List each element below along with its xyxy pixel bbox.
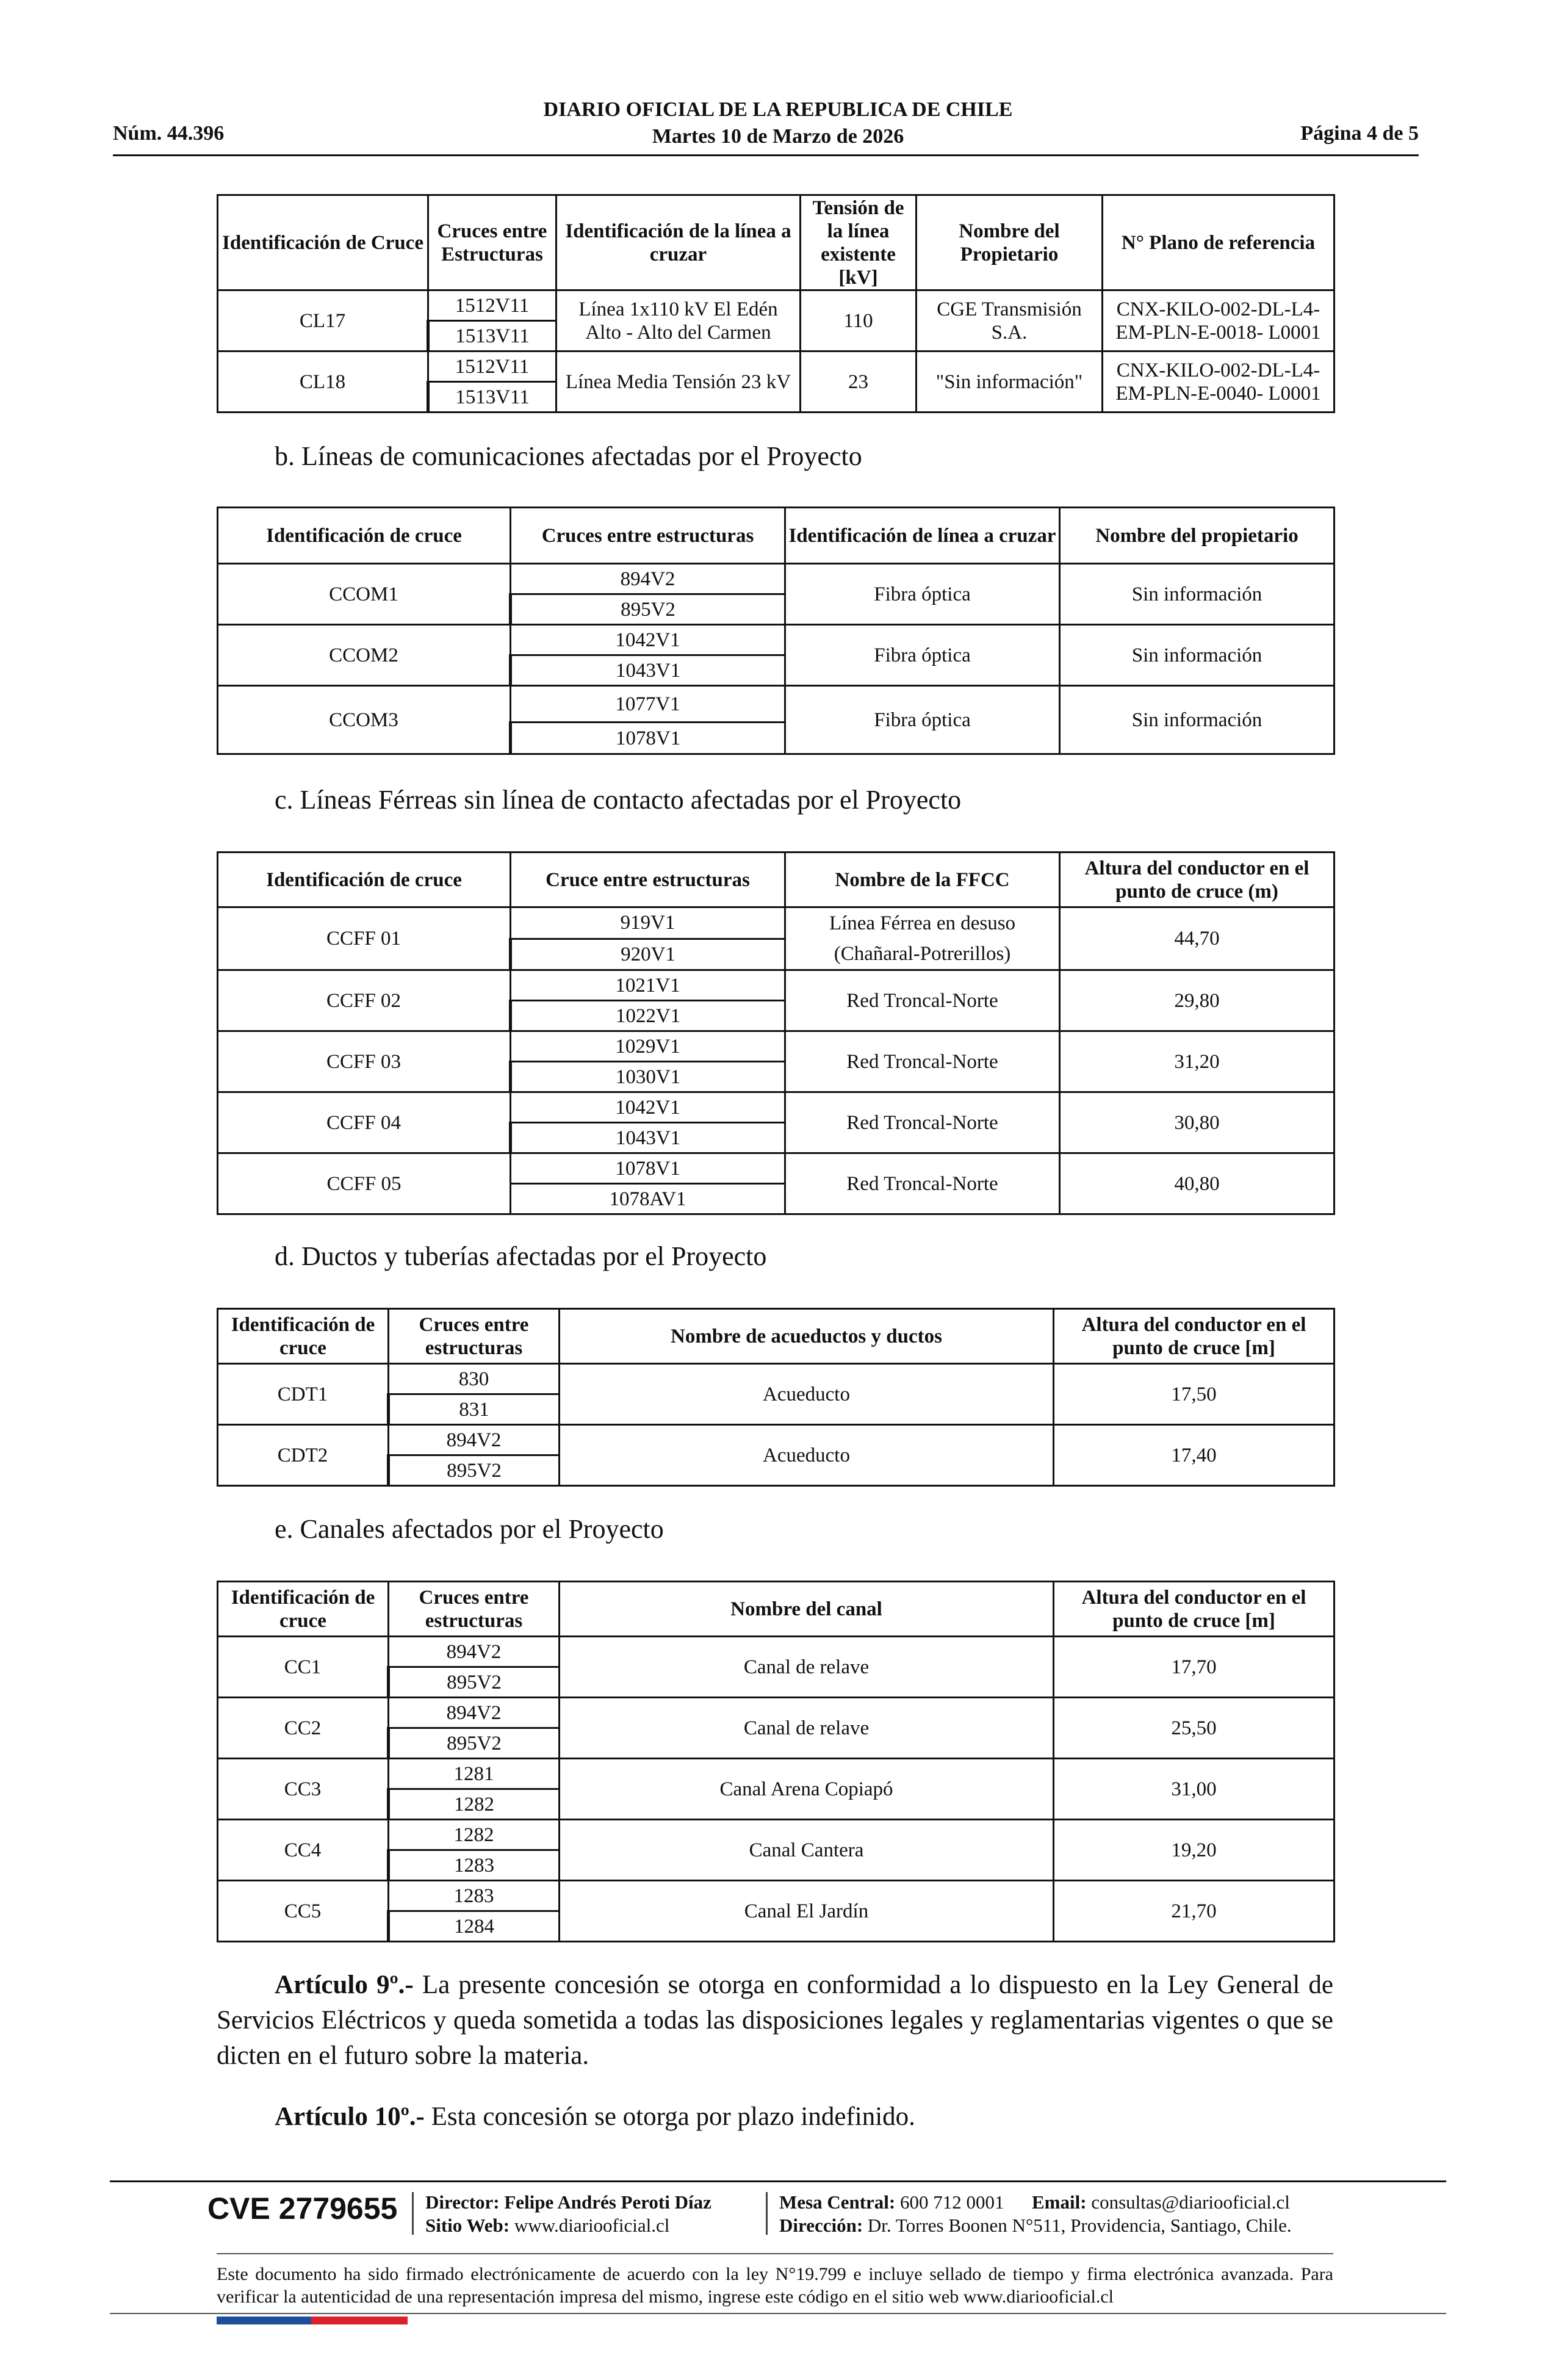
footer-contact-line [779,2191,1292,2214]
crossing-id: CCFF 01 [218,907,511,970]
structure-cell: 894V2 [389,1698,560,1728]
railway-name: Línea Férrea en desuso [829,912,1016,934]
table-header-row [218,195,1334,290]
article-9 [217,1967,1333,2074]
structure-cell: 1042V1 [511,1092,785,1123]
structure-cell: 1078V1 [511,1153,785,1184]
structure-cell: 1078AV1 [511,1184,785,1214]
col-header: Altura del conductor en el punto de cruce [m] [1054,1309,1334,1364]
structure-cell: 1029V1 [511,1031,785,1062]
crossing-id: CC1 [218,1637,389,1698]
table-header-row [218,1309,1334,1364]
structure-cell: 1043V1 [511,1123,785,1153]
structure-cell: 894V2 [389,1637,560,1667]
table-row [218,1759,1334,1789]
col-header: Cruces entre Estructuras [428,195,556,290]
canal-name-cell: Canal de relave [560,1637,1054,1698]
footer-separator [766,2192,768,2235]
col-header: Identificación de Cruce [218,195,428,290]
table-row [218,1153,1334,1184]
footer-divider [217,2253,1333,2254]
masthead [427,96,1129,150]
crossing-id: CCOM2 [218,625,511,686]
structure-cell: 895V2 [511,594,785,625]
railway-name: Red Troncal-Norte [785,1153,1060,1214]
canal-name-cell: Canal Arena Copiapó [560,1759,1054,1820]
line-cell: Fibra óptica [785,625,1060,686]
table-row [218,1881,1334,1911]
col-header: Nombre de acueductos y ductos [560,1309,1054,1364]
crossing-id: CC4 [218,1820,389,1881]
table-header-row [218,1582,1334,1637]
duct-name-cell: Acueducto [560,1364,1054,1425]
col-header: Identificación de cruce [218,1309,389,1364]
col-header: Identificación de cruce [218,508,511,564]
crossing-id: CCFF 03 [218,1031,511,1092]
table-row [218,625,1334,655]
table-row [218,1031,1334,1062]
plan-cell: CNX-KILO-002-DL-L4-EM-PLN-E-0040- L0001 [1103,352,1334,413]
col-header: Tensión de la línea existente [kV] [801,195,917,290]
owner-cell: CGE Transmisión S.A. [917,290,1103,352]
structure-cell: 1284 [389,1911,560,1942]
col-header: Cruces entre estructuras [511,508,785,564]
article-9-text: La presente concesión se otorga en conformidad a lo dispuesto en la Ley General de Servicios Eléctricos y queda sometida a todas las disposiciones legales y reglamentarias vigentes o que se dicten en el futuro sobre la materia. [217,1971,1333,2070]
structure-cell: 895V2 [389,1667,560,1698]
table-communication-lines [217,507,1335,755]
flag-stripe-red [311,2317,408,2324]
mesa-phone: 600 712 0001 [895,2191,1004,2213]
crossing-id: CCFF 05 [218,1153,511,1214]
owner-cell: Sin información [1060,686,1334,754]
col-header: Altura del conductor en el punto de cruce [m] [1054,1582,1334,1637]
structure-cell: 1030V1 [511,1062,785,1092]
structure-cell: 1077V1 [511,686,785,723]
structure-cell: 894V2 [389,1425,560,1455]
table-row [218,1364,1334,1394]
footer-legal-note: Este documento ha sido firmado electrónicamente de acuerdo con la ley N°19.799 e incluye sellado de tiempo y firma electrónica avanzada. Para verificar la autenticidad de una representación impresa del mismo, ingrese este código en el sitio web www.diariooficial.cl [217,2264,1333,2307]
footer-divider [110,2313,1446,2314]
table-row [218,290,1334,321]
canal-name-cell: Canal Cantera [560,1820,1054,1881]
structure-cell: 1078V1 [511,723,785,754]
height-cell: 17,70 [1054,1637,1334,1698]
voltage-cell: 23 [801,352,917,413]
crossing-id: CC5 [218,1881,389,1942]
height-cell: 21,70 [1054,1881,1334,1942]
structure-cell: 1282 [389,1789,560,1820]
col-header: Nombre del Propietario [917,195,1103,290]
address-text: Dr. Torres Boonen N°511, Providencia, Santiago, Chile. [863,2215,1292,2236]
section-d-title: d. Ductos y tuberías afectadas por el Proyecto [275,1241,767,1271]
footer-divider [110,2180,1446,2182]
masthead-title: DIARIO OFICIAL DE LA REPUBLICA DE CHILE [543,98,1013,121]
canal-name-cell: Canal de relave [560,1698,1054,1759]
header-divider [113,154,1419,156]
structure-cell: 1022V1 [511,1001,785,1031]
director-label: Director: [425,2191,500,2213]
table-row [218,564,1334,594]
height-cell: 17,40 [1054,1425,1334,1486]
plan-cell: CNX-KILO-002-DL-L4-EM-PLN-E-0018- L0001 [1103,290,1334,352]
voltage-cell: 110 [801,290,917,352]
col-header: Identificación de la línea a cruzar [556,195,801,290]
footer-director-block [425,2191,711,2237]
crossing-id: CC2 [218,1698,389,1759]
footer-separator [412,2192,414,2235]
structure-cell: 920V1 [511,939,785,970]
crossing-id: CDT1 [218,1364,389,1425]
structure-cell: 1282 [389,1820,560,1850]
flag-stripe-blue [217,2317,311,2324]
col-header: Altura del conductor en el punto de cruce (m) [1060,853,1334,907]
table-row [218,352,1334,382]
duct-name-cell: Acueducto [560,1425,1054,1486]
table-row [218,970,1334,1001]
article-10-text: Esta concesión se otorga por plazo indefinido. [424,2102,915,2131]
section-e-title: e. Canales afectados por el Proyecto [275,1514,664,1544]
crossing-id: CCOM3 [218,686,511,754]
col-header: Identificación de cruce [218,1582,389,1637]
table-header-row [218,853,1334,907]
height-cell: 40,80 [1060,1153,1334,1214]
height-cell: 31,00 [1054,1759,1334,1820]
col-header: Nombre de la FFCC [785,853,1060,907]
footer-contact-block [779,2191,1292,2237]
table-row [218,1820,1334,1850]
structure-cell: 1513V11 [428,382,556,413]
structure-cell: 831 [389,1394,560,1425]
canal-name-cell: Canal El Jardín [560,1881,1054,1942]
col-header: Cruces entre estructuras [389,1582,560,1637]
col-header: Cruces entre estructuras [389,1309,560,1364]
structure-cell: 1513V11 [428,321,556,352]
col-header: Identificación de línea a cruzar [785,508,1060,564]
railway-name-cell [785,907,1060,970]
cve-code: CVE 2779655 [207,2191,398,2226]
table-row [218,1637,1334,1667]
table-row [218,1425,1334,1455]
railway-name: Red Troncal-Norte [785,1092,1060,1153]
footer-website [425,2214,711,2237]
article-9-label: Artículo 9º.- [275,1971,414,1999]
crossing-id: CDT2 [218,1425,389,1486]
structure-cell: 1281 [389,1759,560,1789]
crossing-id: CCFF 02 [218,970,511,1031]
website-label: Sitio Web: [425,2215,510,2236]
owner-cell: "Sin información" [917,352,1103,413]
railway-name-detail: (Chañaral-Potrerillos) [834,943,1011,965]
crossing-id: CCFF 04 [218,1092,511,1153]
structure-cell: 1512V11 [428,290,556,321]
table-row [218,686,1334,723]
structure-cell: 1043V1 [511,655,785,686]
line-cell: Fibra óptica [785,564,1060,625]
col-header: Nombre del canal [560,1582,1054,1637]
footer-address [779,2214,1292,2237]
structure-cell: 830 [389,1364,560,1394]
section-b-title: b. Líneas de comunicaciones afectadas por el Proyecto [275,441,862,471]
structure-cell: 895V2 [389,1728,560,1759]
height-cell: 44,70 [1060,907,1334,970]
structure-cell: 895V2 [389,1455,560,1486]
page-indicator: Página 4 de 5 [1300,122,1419,145]
structure-cell: 1283 [389,1881,560,1911]
crossing-id: CC3 [218,1759,389,1820]
issue-number: Núm. 44.396 [113,122,225,145]
mesa-label: Mesa Central: [779,2191,896,2213]
masthead-date: Martes 10 de Marzo de 2026 [652,125,904,148]
structure-cell: 919V1 [511,907,785,939]
railway-name: Red Troncal-Norte [785,970,1060,1031]
table-power-lines [217,194,1335,413]
table-row [218,907,1334,939]
table-canals [217,1581,1335,1942]
height-cell: 17,50 [1054,1364,1334,1425]
table-row [218,1092,1334,1123]
col-header: Cruce entre estructuras [511,853,785,907]
footer-director [425,2191,711,2214]
col-header: Identificación de cruce [218,853,511,907]
section-c-title: c. Líneas Férreas sin línea de contacto afectadas por el Proyecto [275,785,962,815]
article-10-label: Artículo 10º.- [275,2102,425,2131]
structure-cell: 894V2 [511,564,785,594]
railway-name: Red Troncal-Norte [785,1031,1060,1092]
line-cell: Fibra óptica [785,686,1060,754]
director-name: Felipe Andrés Peroti Díaz [499,2191,711,2213]
address-label: Dirección: [779,2215,863,2236]
structure-cell: 1021V1 [511,970,785,1001]
crossing-id: CL18 [218,352,428,413]
crossing-id: CL17 [218,290,428,352]
owner-cell: Sin información [1060,564,1334,625]
height-cell: 29,80 [1060,970,1334,1031]
col-header: N° Plano de referencia [1103,195,1334,290]
structure-cell: 1042V1 [511,625,785,655]
col-header: Nombre del propietario [1060,508,1334,564]
owner-cell: Sin información [1060,625,1334,686]
height-cell: 30,80 [1060,1092,1334,1153]
table-railway-lines [217,851,1335,1215]
website-link[interactable]: www.diariooficial.cl [510,2215,670,2236]
height-cell: 19,20 [1054,1820,1334,1881]
table-ducts [217,1308,1335,1487]
line-cell: Línea Media Tensión 23 kV [556,352,801,413]
email-label: Email: [1032,2191,1087,2213]
article-10 [217,2099,1333,2135]
line-cell: Línea 1x110 kV El Edén Alto - Alto del Carmen [556,290,801,352]
email-link[interactable]: consultas@diariooficial.cl [1086,2191,1290,2213]
height-cell: 31,20 [1060,1031,1334,1092]
height-cell: 25,50 [1054,1698,1334,1759]
table-row [218,1698,1334,1728]
structure-cell: 1283 [389,1850,560,1881]
table-header-row [218,508,1334,564]
crossing-id: CCOM1 [218,564,511,625]
structure-cell: 1512V11 [428,352,556,382]
